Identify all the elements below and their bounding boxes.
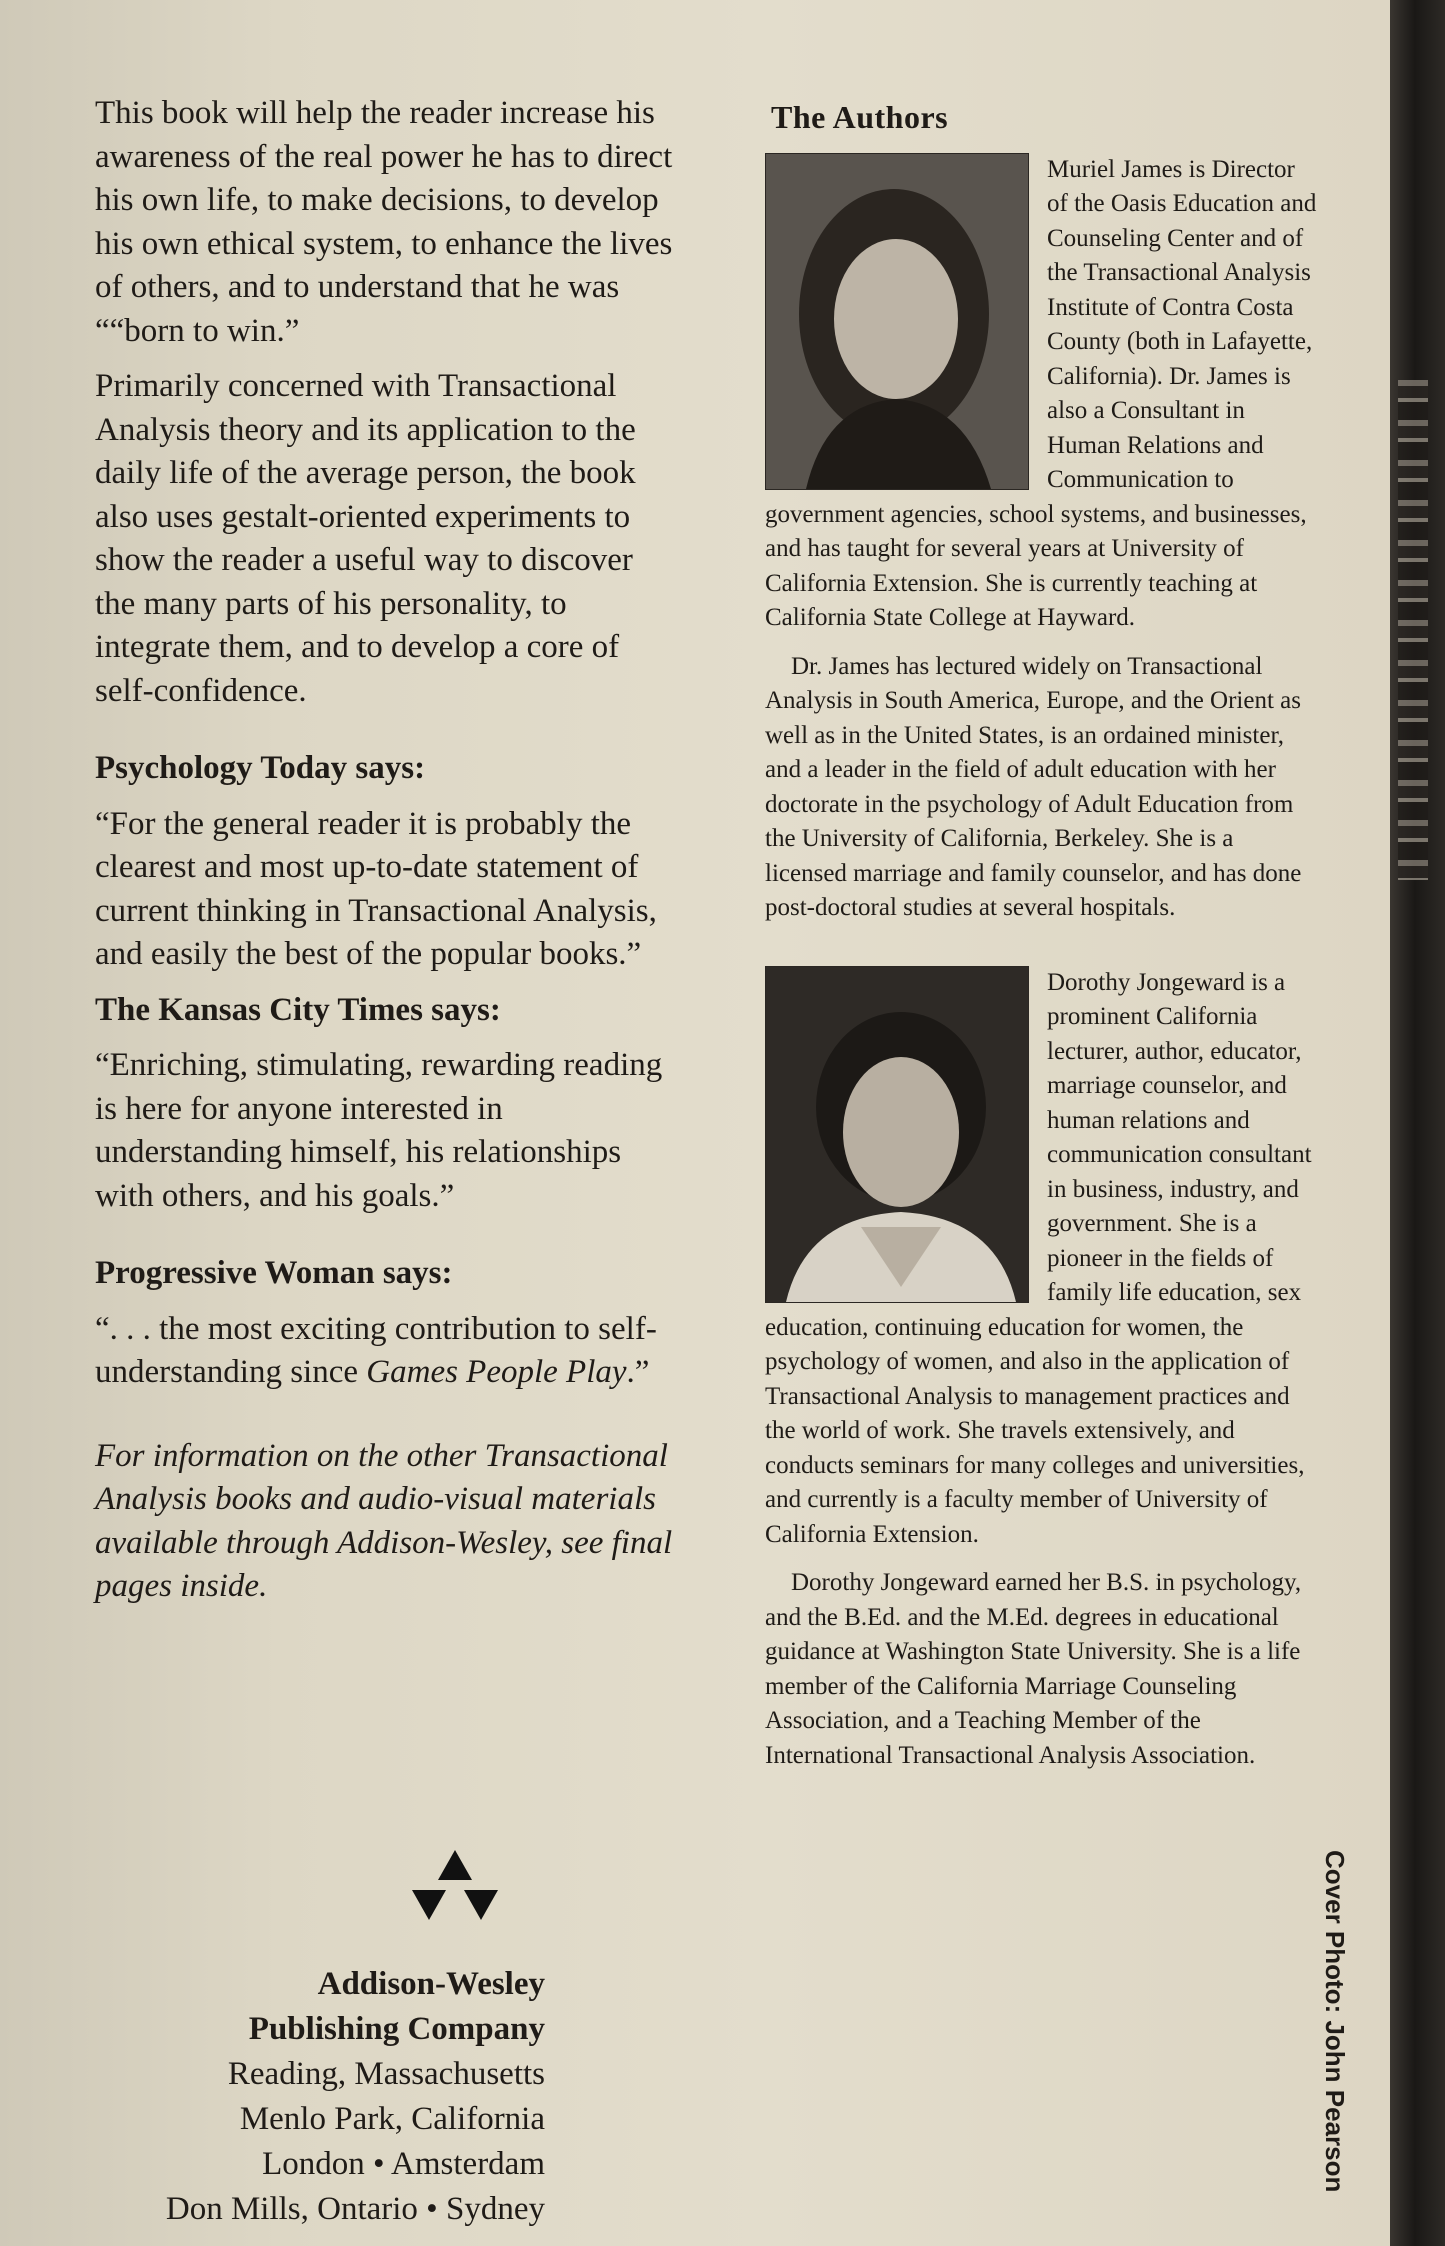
quote-text-3-post: .” — [626, 1354, 650, 1390]
quote-source-2: The Kansas City Times says: — [95, 991, 501, 1028]
author-james — [765, 153, 1320, 926]
publisher-location-2: Menlo Park, California — [239, 2101, 545, 2137]
publisher-location-1: Reading, Massachusetts — [227, 2056, 545, 2092]
jongeward-bio-2: Dorothy Jongeward earned her B.S. in psychology, and the B.Ed. and the M.Ed. degrees in educational guidance at Washington State University. She is a life member of the California Marriage Counseling Association, and a Teaching Member of the International Transactional Analysis Association. — [765, 1569, 1302, 1769]
quote-text-2: “Enriching, stimulating, rewarding reading is here for anyone interested in understanding himself, his relationships with others, and his goals.” — [95, 1047, 663, 1214]
publisher-location-4: Don Mills, Ontario • Sydney — [165, 2191, 545, 2227]
authors-heading: The Authors — [771, 99, 949, 135]
book-spine — [1390, 0, 1445, 2246]
cover-photo-credit: Cover Photo: John Pearson — [1320, 1850, 1350, 2193]
intro-paragraph: This book will help the reader increase his awareness of the real power he has to direct his own life, to make decisions, to develop his own ethical system, to enhance the lives of others, and to understand that he was ““born to win.” — [95, 95, 673, 349]
addison-wesley-logo-icon — [410, 1850, 500, 1930]
quote-text-3-title: Games People Play — [366, 1354, 627, 1390]
publisher-name-1: Addison-Wesley — [317, 1966, 545, 2002]
dorothy-jongeward-photo — [765, 966, 1029, 1303]
quote-text-3 — [95, 1308, 675, 1395]
intro-paragraph-2: Primarily concerned with Transactional Analysis theory and its application to the daily life of the average person, the book also uses gestalt-oriented experiments to show the reader a useful way to discover the many parts of his personality, to integrate them, and to develop a core of self-confidence. — [95, 368, 636, 709]
james-bio-1: Muriel James is Director of the Oasis Education and Counseling Center and of the Transactional Analysis Institute of Contra Costa County (both in Lafayette, California). Dr. James is also a Consultant in Human Relations and Communication to government agencies, school systems, and businesses, and has taught for several years at University of California Extension. She is currently teaching at California State College at Hayward. — [765, 155, 1317, 631]
publisher-block — [80, 1962, 545, 2232]
left-column — [95, 92, 675, 1621]
james-bio-2: Dr. James has lectured widely on Transactional Analysis in South America, Europe, and the Orient as well as in the United States, is an ordained minister, and a leader in the field of adult education with her doctorate in the psychology of Adult Education from the University of California, Berkeley. She is a licensed marriage and family counselor, and has done post-doctoral studies at several hospitals. — [765, 652, 1302, 921]
authors-column — [765, 100, 1320, 1773]
quote-text-3-pre: “. . . the most exciting contribution to self-understanding since — [95, 1310, 657, 1390]
publisher-location-3: London • Amsterdam — [262, 2146, 545, 2182]
author-jongeward — [765, 966, 1320, 1774]
jongeward-bio-1: Dorothy Jongeward is a prominent California lecturer, author, educator, marriage counselor, and human relations and communication consultant in business, industry, and government. She is a pioneer in the fields of family life education, sex education, continuing education for women, the psychology of women, and also in the application of Transactional Analysis to management practices and the world of work. She travels extensively, and conducts seminars for many colleges and universities, and currently is a faculty member of University of California Extension. — [765, 968, 1312, 1548]
quote-source-1: Psychology Today says: — [95, 750, 426, 786]
publisher-name-2: Publishing Company — [248, 2011, 545, 2047]
quote-source-3: Progressive Woman says: — [95, 1255, 453, 1291]
quote-text-1: “For the general reader it is probably the clearest and most up-to-date statement of current thinking in Transactional Analysis, and easily the best of the popular books.” — [95, 805, 657, 972]
muriel-james-photo — [765, 153, 1029, 490]
info-note: For information on the other Transactional Analysis books and audio-visual materials available through Addison-Wesley, see final pages inside. — [95, 1437, 673, 1604]
